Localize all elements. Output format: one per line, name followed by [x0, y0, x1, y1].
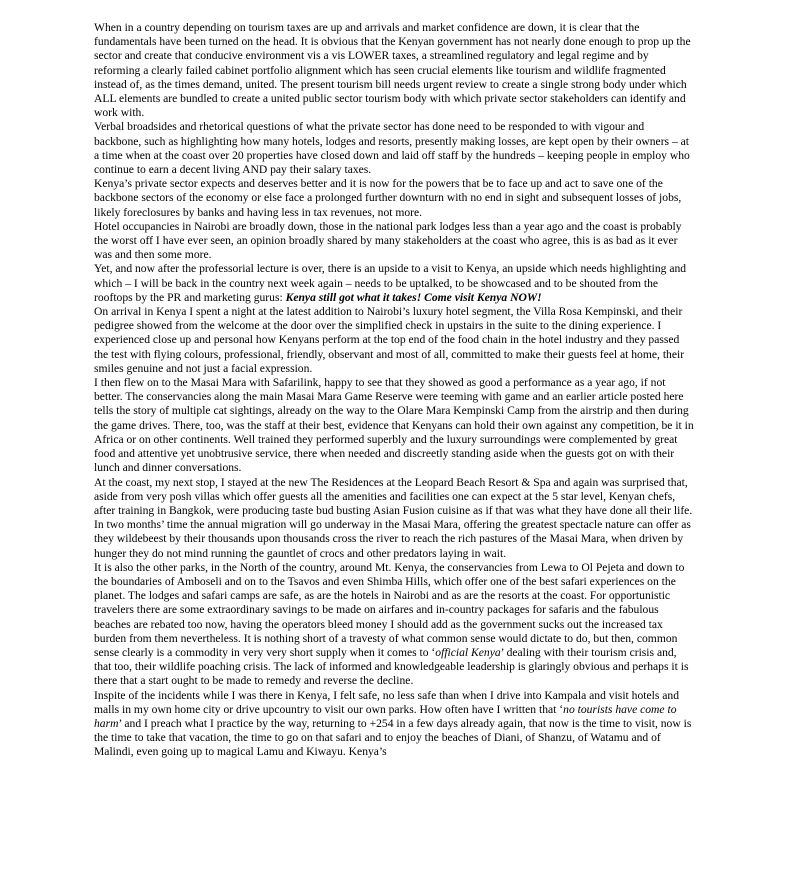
paragraph-private-sector-expectations: Kenya’s private sector expects and deserves better and it is now for the powers that be to face up and act to save one of the backbone sectors of the economy or else face a prolonged further downturn with no end in sight and subsequent losses of jobs, likely foreclosures by banks and having less in tax revenues, not more. [94, 177, 682, 219]
paragraph-safety [94, 689, 694, 760]
paragraph-private-sector-response: Verbal broadsides and rhetorical questions of what the private sector has done need to be responded to with vigour and backbone, such as highlighting how many hotels, lodges and resorts, presently making losses, are kept open by their owners – at a time when at the coast over 20 properties have closed down and laid off staff by the hundreds – keeping people in employ who continue to earn a decent living AND pay their salary taxes. [94, 120, 690, 177]
upside-emphasis: Kenya still got what it takes! Come visit Kenya NOW! [285, 290, 542, 304]
safety-text-b: ’ and I preach what I practice by the way, returning to +254 in a few days already again, that now is the time to visit, now is the time to take that vacation, the time to go on that safari and to enjoy the beaches of Diani, of Shanzu, of Watamu and of Malindi, even going up to magical Lamu and Kiwayu. Kenya’s [94, 716, 692, 759]
document-page [94, 21, 694, 760]
paragraph-hotel-occupancies: Hotel occupancies in Nairobi are broadly down, those in the national park lodges less than a year ago and the coast is probably the worst off I have ever seen, an opinion broadly shared by many stakeholders at the coast who agree, this is as bad as it ever was and then some more. [94, 219, 682, 262]
other-parks-text-b: ’ dealing with their tourism crisis and, that too, their wildlife poaching crisis. The lack of informed and knowledgeable leadership is glaringly obvious and perhaps it is there that a start ought to be made to remedy and reverse the decline. [94, 645, 689, 688]
other-parks-italic: official Kenya [435, 645, 501, 659]
paragraph-other-parks [94, 561, 694, 689]
paragraph-villa-rosa: On arrival in Kenya I spent a night at the latest addition to Nairobi’s luxury hotel segment, the Villa Rosa Kempinski, and their pedigree showed from the welcome at the door over the simplified check in upstairs in the suite to the dining experience. I experienced close up and personal how Kenyans perform at the top end of the food chain in the hotel industry and they passed the test with flying colours, professional, friendly, observant and most of all, committed to make their guests feel at home, their smiles genuine and not just a facial expression. [94, 305, 685, 375]
paragraph-migration: In two months’ time the annual migration will go underway in the Masai Mara, offering the greatest spectacle nature can offer as they wildebeest by their thousands upon thousands cross the river to reach the rich pastures of the Masai Mara, when driven by hunger they do not mind running the gauntlet of crocs and other predators laying in wait. [94, 518, 691, 560]
upside-text: Yet, and now after the professorial lecture is over, there is an upside to a visit to Kenya, an upside which needs highlighting and which – I will be back in the country next week again – needs to be uptalked, to be showcased and to be shouted from the rooftops by the PR and marketing gurus: [94, 262, 687, 304]
safety-text-a: Inspite of the incidents while I was there in Kenya, I felt safe, no less safe than when I drive into Kampala and visit hotels and malls in my own home city or drive upcountry to visit our own parks. How often have I written that ‘ [94, 688, 679, 716]
paragraph-coast: At the coast, my next stop, I stayed at the new The Residences at the Leopard Beach Resort & Spa and again was surprised that, aside from very posh villas which offer guests all the amenities and facilities one can expect at the 5 star level, Kenyan chefs, after training in Bangkok, were producing taste bud busting Asian Fusion cuisine as if that was what they have done all their life. [94, 475, 693, 517]
other-parks-text-a: It is also the other parks, in the North of the country, around Mt. Kenya, the conservancies from Lewa to Ol Pejeta and down to the boundaries of Amboseli and on to the Tsavos and even Shimba Hills, which offer one of the best safari experiences on the planet. The lodges and safari camps are safe, as are the hotels in Nairobi and as are the resorts at the coast. For opportunistic travelers there are some extraordinary savings to be made on airfares and in-country packages for safaris and the fabulous beaches are rebated too now, having the operators bleed money I should add as the government sucks out the increased tax burden from them nevertheless. It is nothing short of a travesty of what common sense would dictate to do, but then, common sense clearly is a commodity in very very short supply when it comes to ‘ [94, 560, 685, 659]
paragraph-taxes: When in a country depending on tourism taxes are up and arrivals and market confidence are down, it is clear that the fundamentals have been turned on the head. It is obvious that the Kenyan government has not nearly done enough to prop up the sector and create that conducive environment vis a vis LOWER taxes, a streamlined regulatory and legal regime and by reforming a clearly failed cabinet portfolio alignment which has seen crucial elements like tourism and wildlife fragmented instead of, as the times demand, united. The present tourism bill needs urgent review to create a single strong body under which ALL elements are bundled to create a united public sector tourism body with which private sector stakeholders can identify and work with. [94, 21, 691, 120]
paragraph-upside [94, 262, 694, 305]
safety-italic: no tourists have come to harm [94, 702, 677, 730]
paragraph-masai-mara: I then flew on to the Masai Mara with Safarilink, happy to see that they showed as good a performance as a year ago, if not better. The conservancies along the main Masai Mara Game Reserve were teeming with game and an earlier article posted here tells the story of multiple cat sightings, already on the way to the Olare Mara Kempinski Camp from the airstrip and then during the game drives. There, too, was the staff at their best, evidence that Kenyans can hold their own against any competition, be it in Africa or on other continents. Well trained they performed superbly and the luxury surroundings were complemented by great food and attentive yet unobtrusive service, there when needed and discreetly standing aside when the guests got on with their lunch and dinner conversations. [94, 376, 694, 475]
